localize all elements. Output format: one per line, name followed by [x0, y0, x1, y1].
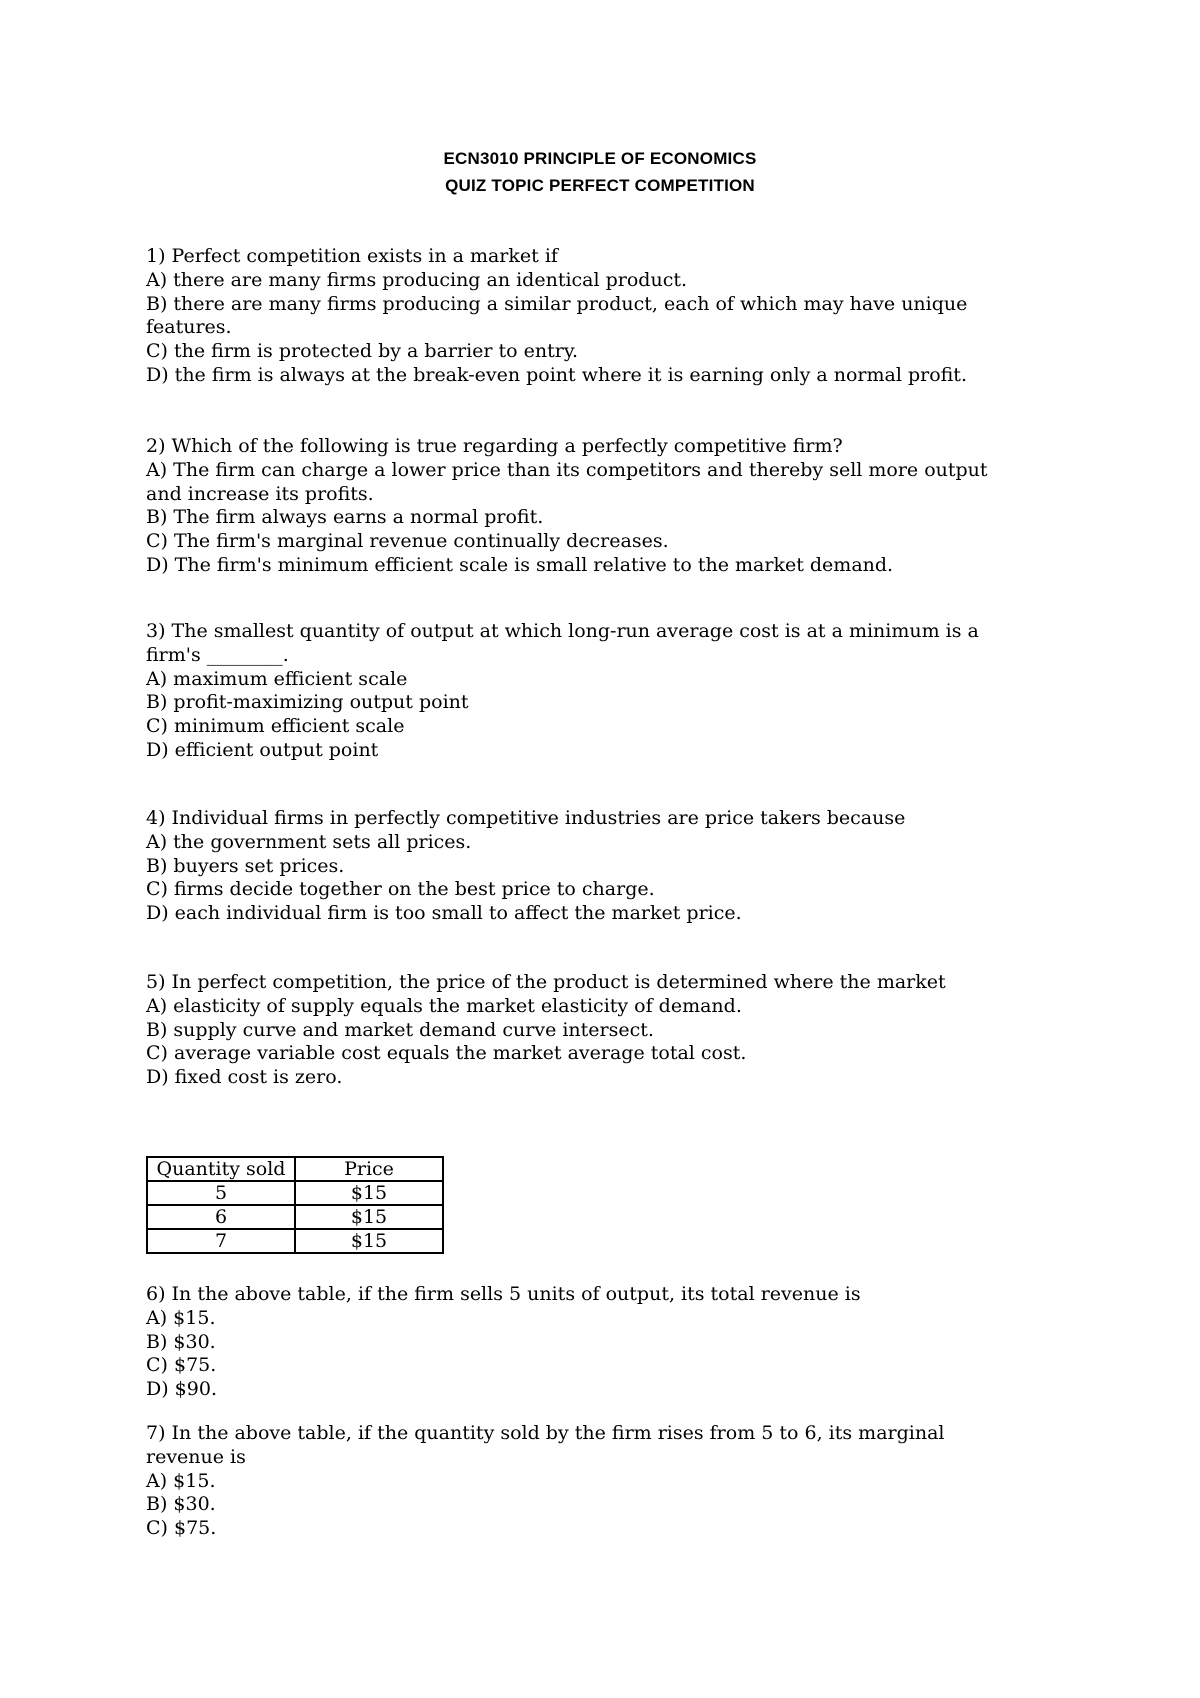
table-cell: 7: [147, 1229, 295, 1253]
question-2-option-a-cont: and increase its profits.: [146, 482, 374, 505]
question-3-option-a: A) maximum efficient scale: [146, 667, 408, 690]
question-3-stem-cont: firm's ________.: [146, 643, 289, 666]
question-1: [146, 245, 1066, 388]
question-7-option-c: C) $75.: [146, 1517, 217, 1540]
question-5-option-d: D) fixed cost is zero.: [146, 1066, 343, 1089]
question-6-option-c: C) $75.: [146, 1354, 217, 1377]
question-4-option-b: B) buyers set prices.: [146, 854, 345, 877]
question-1-option-a: A) there are many firms producing an identical product.: [146, 268, 688, 291]
question-2-option-a: A) The firm can charge a lower price than its competitors and thereby sell more output: [146, 458, 988, 481]
question-4-option-c: C) firms decide together on the best price to charge.: [146, 878, 655, 901]
table-cell: $15: [295, 1205, 443, 1229]
question-5: [146, 971, 1066, 1090]
question-4-stem: 4) Individual firms in perfectly competitive industries are price takers because: [146, 807, 906, 829]
question-3-option-c: C) minimum efficient scale: [146, 715, 405, 738]
question-6-stem: 6) In the above table, if the firm sells 5 units of output, its total revenue is: [146, 1283, 861, 1305]
table-cell: 5: [147, 1181, 295, 1205]
question-1-option-c: C) the firm is protected by a barrier to entry.: [146, 340, 579, 363]
question-2-option-c: C) The firm's marginal revenue continually decreases.: [146, 530, 669, 553]
quantity-price-table: [146, 1156, 444, 1254]
table-cell: $15: [295, 1229, 443, 1253]
question-7: [146, 1422, 1066, 1541]
course-title: ECN3010 PRINCIPLE OF ECONOMICS: [443, 149, 757, 168]
question-5-stem: 5) In perfect competition, the price of the product is determined where the market: [146, 971, 946, 993]
table-header-cell: Price: [295, 1157, 443, 1181]
table-header-cell: Quantity sold: [147, 1157, 295, 1181]
question-6-option-a: A) $15.: [146, 1306, 216, 1329]
question-1-option-d: D) the firm is always at the break-even point where it is earning only a normal profit.: [146, 363, 967, 386]
question-4: [146, 807, 1066, 926]
question-5-option-b: B) supply curve and market demand curve intersect.: [146, 1018, 654, 1041]
question-2: [146, 435, 1066, 578]
question-6-option-b: B) $30.: [146, 1330, 216, 1353]
quiz-title: QUIZ TOPIC PERFECT COMPETITION: [445, 176, 755, 195]
question-7-stem-cont: revenue is: [146, 1445, 246, 1468]
table-cell: 6: [147, 1205, 295, 1229]
question-3: [146, 620, 1066, 763]
question-3-stem: 3) The smallest quantity of output at which long-run average cost is at a minimum is a: [146, 620, 979, 642]
question-2-option-d: D) The firm's minimum efficient scale is small relative to the market demand.: [146, 553, 894, 576]
question-3-option-b: B) profit-maximizing output point: [146, 691, 469, 714]
question-1-option-b: B) there are many firms producing a similar product, each of which may have unique: [146, 292, 968, 315]
question-2-stem: 2) Which of the following is true regarding a perfectly competitive firm?: [146, 435, 843, 457]
table-row: [147, 1205, 443, 1229]
question-3-option-d: D) efficient output point: [146, 738, 379, 761]
question-7-option-b: B) $30.: [146, 1493, 216, 1516]
question-5-option-c: C) average variable cost equals the market average total cost.: [146, 1042, 747, 1065]
table-row: [147, 1229, 443, 1253]
question-7-stem: 7) In the above table, if the quantity sold by the firm rises from 5 to 6, its marginal: [146, 1422, 945, 1444]
question-1-stem: 1) Perfect competition exists in a market if: [146, 245, 558, 267]
question-7-option-a: A) $15.: [146, 1469, 216, 1492]
table-cell: $15: [295, 1181, 443, 1205]
table-row: [147, 1181, 443, 1205]
question-5-option-a: A) elasticity of supply equals the market elasticity of demand.: [146, 994, 742, 1017]
table-header-row: [147, 1157, 443, 1181]
question-6: [146, 1283, 1066, 1402]
question-4-option-d: D) each individual firm is too small to affect the market price.: [146, 902, 742, 925]
question-1-option-b-cont: features.: [146, 316, 232, 339]
question-4-option-a: A) the government sets all prices.: [146, 830, 472, 853]
question-6-option-d: D) $90.: [146, 1378, 217, 1401]
question-2-option-b: B) The firm always earns a normal profit.: [146, 506, 544, 529]
